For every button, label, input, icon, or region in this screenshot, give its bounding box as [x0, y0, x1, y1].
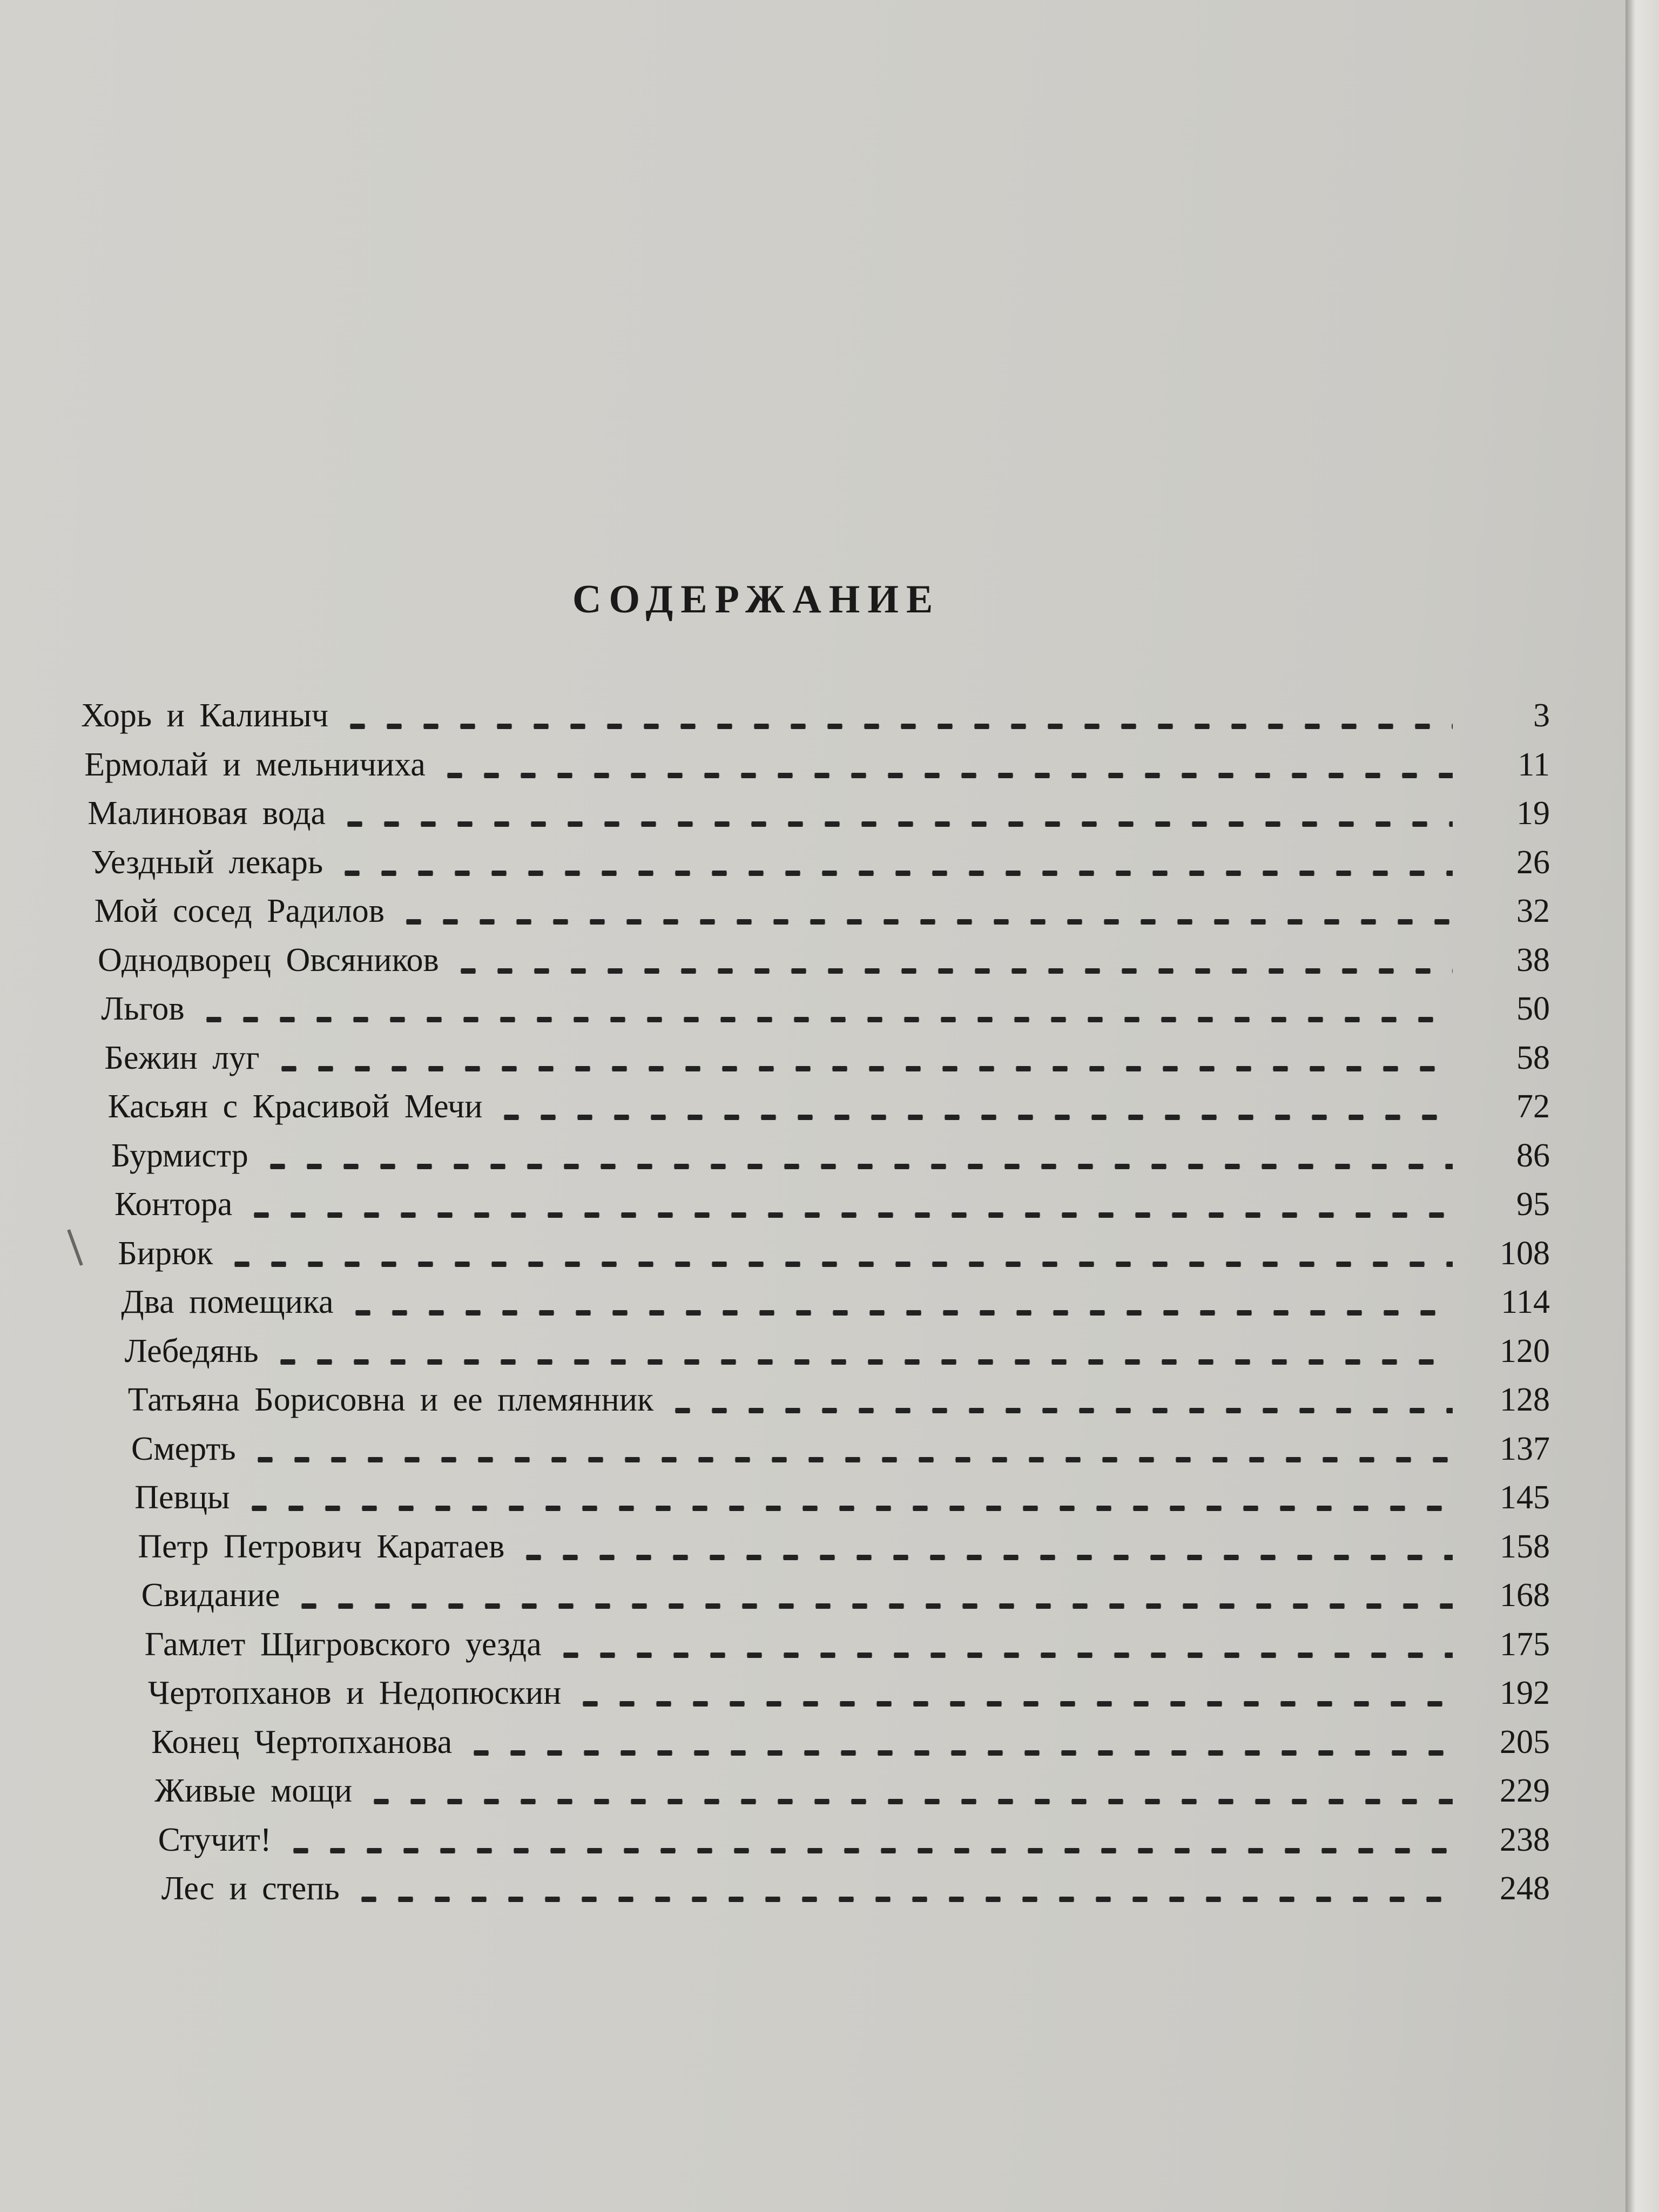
toc-entry: [81, 1723, 1550, 1772]
toc-entry: [81, 1674, 1550, 1723]
toc-entry-page-number: 50: [1516, 990, 1550, 1027]
facing-page-edge: [1626, 0, 1659, 2212]
toc-entry-page-number: 168: [1500, 1577, 1550, 1614]
toc-entry-page-number: 248: [1500, 1870, 1550, 1907]
toc-entry-page-number: 158: [1500, 1528, 1550, 1565]
toc-entry: [81, 697, 1550, 746]
toc-dot-leader: [282, 1848, 1453, 1853]
toc-dot-leader: [271, 1066, 1453, 1071]
toc-entry-title: Стучит!: [158, 1821, 272, 1858]
toc-entry-title: Живые мощи: [154, 1772, 353, 1809]
toc-entry-title: Контора: [114, 1186, 233, 1223]
toc-entry: [81, 892, 1550, 941]
toc-entry-page-number: 32: [1516, 893, 1550, 929]
toc-entry-page-number: 205: [1500, 1723, 1550, 1761]
toc-entry: [81, 1772, 1550, 1821]
toc-entry-title: Бирюк: [118, 1235, 213, 1272]
toc-entry-page-number: 72: [1516, 1088, 1550, 1125]
toc-entry: [81, 1576, 1550, 1626]
toc-dot-leader: [339, 724, 1453, 729]
toc-dot-leader: [243, 1212, 1453, 1218]
toc-entry: [81, 1332, 1550, 1381]
toc-entry: [81, 1626, 1550, 1675]
toc-entry: [81, 1283, 1550, 1332]
toc-entry-title: Лес и степь: [161, 1870, 340, 1907]
page-title: СОДЕРЖАНИЕ: [572, 577, 941, 622]
toc-entry-page-number: 26: [1516, 844, 1550, 881]
toc-entry: [81, 1235, 1550, 1284]
toc-dot-leader: [269, 1359, 1453, 1365]
toc-dot-leader: [552, 1653, 1453, 1658]
toc-entry-title: Свидание: [141, 1577, 280, 1614]
toc-entry-page-number: 120: [1500, 1332, 1550, 1370]
toc-entry-title: Бежин луг: [104, 1039, 260, 1076]
toc-entry: [81, 1479, 1550, 1528]
toc-dot-leader: [334, 871, 1453, 876]
toc-entry: [81, 1185, 1550, 1235]
toc-dot-leader: [493, 1115, 1453, 1120]
toc-dot-leader: [345, 1310, 1453, 1316]
toc-dot-leader: [259, 1164, 1453, 1169]
toc-entry: [81, 1870, 1550, 1919]
toc-dot-leader: [395, 919, 1453, 925]
toc-entry-page-number: 19: [1516, 795, 1550, 832]
toc-entry-title: Чертопханов и Недопюскин: [148, 1675, 562, 1711]
toc-entry-title: Бурмистр: [111, 1137, 248, 1174]
toc-dot-leader: [572, 1701, 1453, 1707]
toc-entry-page-number: 192: [1500, 1675, 1550, 1711]
toc-dot-leader: [463, 1750, 1453, 1756]
toc-entry-page-number: 137: [1500, 1430, 1550, 1467]
toc-entry-title: Мой сосед Радилов: [94, 893, 385, 929]
toc-entry: [81, 1821, 1550, 1870]
toc-entry-page-number: 38: [1516, 941, 1550, 979]
toc-entry-page-number: 11: [1518, 746, 1550, 783]
toc-dot-leader: [664, 1408, 1453, 1413]
toc-entry: [81, 1088, 1550, 1137]
toc-entry-title: Ермолай и мельничиха: [84, 746, 426, 783]
toc-entry-page-number: 229: [1500, 1772, 1550, 1809]
toc-entry-title: Гамлет Щигровского уезда: [144, 1626, 542, 1663]
toc-entry: [81, 794, 1550, 844]
toc-entry-title: Хорь и Калиныч: [81, 697, 329, 734]
toc-dot-leader: [291, 1603, 1453, 1609]
toc-entry-page-number: 86: [1516, 1137, 1550, 1174]
toc-entry: [81, 844, 1550, 893]
toc-dot-leader: [363, 1799, 1453, 1804]
toc-entry-title: Конец Чертопханова: [151, 1723, 453, 1761]
toc-entry-title: Смерть: [131, 1430, 236, 1467]
toc-entry: [81, 1430, 1550, 1479]
toc-dot-leader: [247, 1457, 1453, 1462]
toc-dot-leader: [515, 1555, 1453, 1560]
toc-entry: [81, 1137, 1550, 1186]
table-of-contents: [81, 697, 1550, 1919]
toc-dot-leader: [195, 1017, 1453, 1022]
toc-entry-title: Татьяна Борисовна и ее племянник: [127, 1381, 654, 1418]
toc-entry-page-number: 145: [1500, 1479, 1550, 1516]
toc-entry: [81, 746, 1550, 795]
toc-entry-page-number: 238: [1500, 1821, 1550, 1858]
toc-dot-leader: [224, 1262, 1453, 1267]
toc-entry: [81, 1039, 1550, 1088]
toc-entry-title: Два помещика: [121, 1284, 334, 1320]
toc-entry-page-number: 3: [1533, 697, 1550, 734]
toc-entry: [81, 941, 1550, 990]
toc-entry-page-number: 128: [1500, 1381, 1550, 1418]
toc-entry-title: Касьян с Красивой Мечи: [107, 1088, 483, 1125]
toc-entry-title: Лебедянь: [124, 1332, 259, 1370]
toc-dot-leader: [436, 773, 1453, 778]
toc-entry-title: Однодворец Овсяников: [98, 941, 439, 979]
toc-entry-title: Певцы: [134, 1479, 230, 1516]
toc-entry-title: Малиновая вода: [87, 795, 326, 832]
toc-dot-leader: [350, 1897, 1453, 1902]
toc-entry-page-number: 95: [1516, 1186, 1550, 1223]
toc-entry-page-number: 108: [1500, 1235, 1550, 1272]
toc-dot-leader: [450, 968, 1453, 974]
toc-dot-leader: [241, 1506, 1453, 1511]
toc-entry-page-number: 58: [1516, 1039, 1550, 1076]
toc-entry-title: Уездный лекарь: [91, 844, 323, 881]
toc-entry-title: Петр Петрович Каратаев: [138, 1528, 505, 1565]
toc-entry-title: Льгов: [101, 990, 185, 1027]
toc-dot-leader: [336, 821, 1453, 827]
toc-entry: [81, 1381, 1550, 1430]
toc-entry-page-number: 175: [1500, 1626, 1550, 1663]
toc-entry: [81, 990, 1550, 1039]
toc-entry: [81, 1528, 1550, 1577]
toc-entry-page-number: 114: [1501, 1284, 1550, 1320]
